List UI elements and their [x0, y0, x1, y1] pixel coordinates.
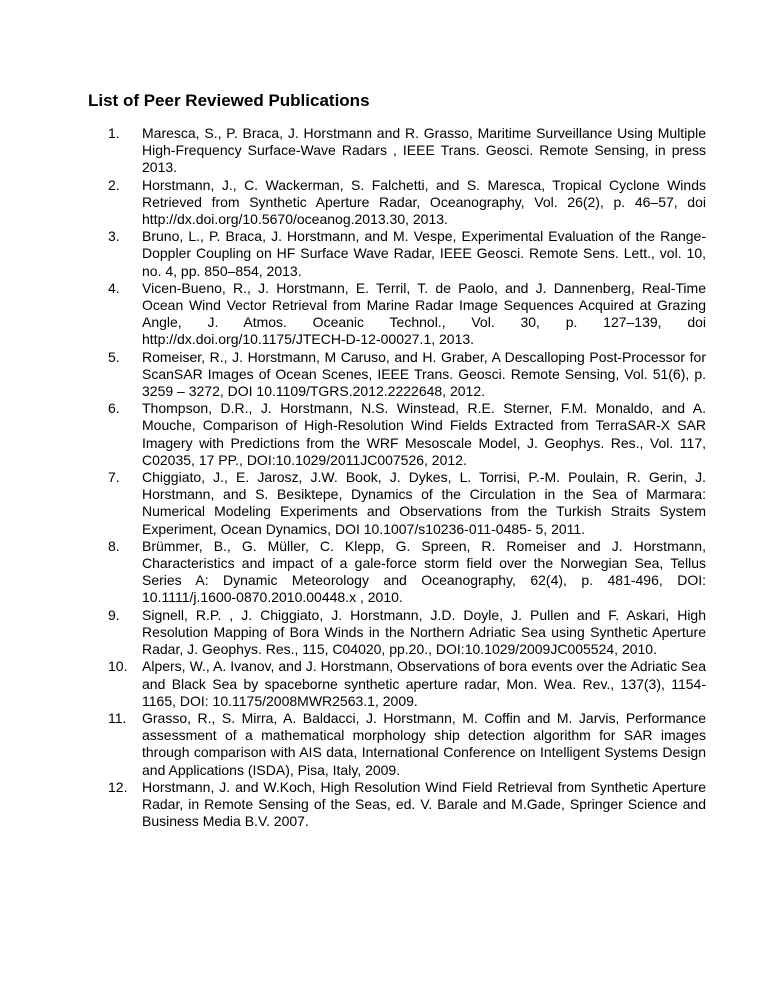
publication-item — [0, 280, 706, 349]
publication-number: 6. — [108, 400, 120, 417]
publication-item — [0, 469, 706, 538]
publication-number: 9. — [108, 606, 120, 623]
publication-number: 4. — [108, 279, 120, 296]
publication-item — [0, 779, 706, 831]
publication-citation: Maresca, S., P. Braca, J. Horstmann and R. Grasso, Maritime Surveillance Using Multiple High-Frequency Surface-Wave Radars , IEEE Trans. Geosci. Remote Sensing, in press 2013. — [142, 125, 706, 176]
publication-item — [0, 538, 706, 607]
publication-number: 5. — [108, 348, 120, 365]
publication-citation: Brümmer, B., G. Müller, C. Klepp, G. Spreen, R. Romeiser and J. Horstmann, Characteristics and impact of a gale-force storm field over the Norwegian Sea, Tellus Series A: Dynamic Meteorology and Oceanography, 62(4), p. 481-496, DOI: 10.1111/j.1600-0870.2010.00448.x , 2010. — [142, 537, 706, 606]
publication-number: 10. — [108, 658, 128, 675]
publication-item — [0, 400, 706, 469]
publication-item — [0, 658, 706, 710]
publication-list — [0, 125, 706, 830]
publication-number: 3. — [108, 228, 120, 245]
publication-citation: Chiggiato, J., E. Jarosz, J.W. Book, J. Dykes, L. Torrisi, P.-M. Poulain, R. Gerin, J. Horstmann, and S. Besiktepe, Dynamics of the Circulation in the Sea of Marmara: Numerical Modeling Experiments and Observations from the Turkish Straits System Experiment, Ocean Dynamics, DOI 10.1007/s10236-011-0485- 5, 2011. — [142, 469, 706, 537]
publication-citation: Horstmann, J. and W.Koch, High Resolution Wind Field Retrieval from Synthetic Aperture Radar, in Remote Sensing of the Seas, ed. V. Barale and M.Gade, Springer Science and Business Media B.V. 2007. — [142, 778, 706, 830]
publication-item — [0, 349, 706, 401]
publication-item — [0, 177, 706, 229]
publication-item — [0, 607, 706, 659]
publication-number: 1. — [108, 125, 120, 141]
publication-citation: Bruno, L., P. Braca, J. Horstmann, and M. Vespe, Experimental Evaluation of the Range-Doppler Coupling on HF Surface Wave Radar, IEEE Geosci. Remote Sens. Lett., vol. 10, no. 4, pp. 850–854, 2013. — [142, 228, 706, 279]
publication-citation: Vicen-Bueno, R., J. Horstmann, E. Terril, T. de Paolo, and J. Dannenberg, Real-Time Ocean Wind Vector Retrieval from Marine Radar Image Sequences Acquired at Grazing Angle, J. Atmos. Oceanic Technol., Vol. 30, p. 127–139, doi http://dx.doi.org/10.1175/JTECH-D-12-00027.1, 2013. — [142, 279, 706, 348]
publication-number: 7. — [108, 469, 120, 486]
publication-item — [0, 125, 706, 177]
publication-number: 8. — [108, 537, 120, 554]
publication-citation: Grasso, R., S. Mirra, A. Baldacci, J. Horstmann, M. Coffin and M. Jarvis, Performance assessment of a mathematical morphology ship detection algorithm for SAR images through comparison with AIS data, International Conference on Intelligent Systems Design and Applications (ISDA), Pisa, Italy, 2009. — [142, 709, 706, 778]
publication-number: 12. — [108, 778, 128, 795]
publication-number: 11. — [108, 709, 127, 726]
publication-item — [0, 228, 706, 280]
publication-item — [0, 710, 706, 779]
page-title: List of Peer Reviewed Publications — [88, 91, 370, 110]
publication-citation: Thompson, D.R., J. Horstmann, N.S. Winstead, R.E. Sterner, F.M. Monaldo, and A. Mouche, Comparison of High-Resolution Wind Fields Extracted from TerraSAR-X SAR Imagery with Predictions from the WRF Mesoscale Model, J. Geophys. Res., Vol. 117, C02035, 17 PP., DOI:10.1029/2011JC007526, 2012. — [142, 400, 706, 468]
publication-citation: Signell, R.P. , J. Chiggiato, J. Horstmann, J.D. Doyle, J. Pullen and F. Askari, High Resolution Mapping of Bora Winds in the Northern Adriatic Sea using Synthetic Aperture Radar, J. Geophys. Res., 115, C04020, pp.20., DOI:10.1029/2009JC005524, 2010. — [142, 606, 706, 658]
publication-citation: Horstmann, J., C. Wackerman, S. Falchetti, and S. Maresca, Tropical Cyclone Winds Retrieved from Synthetic Aperture Radar, Oceanography, Vol. 26(2), p. 46–57, doi http://dx.doi.org/10.5670/oceanog.2013.30, 2013. — [142, 176, 706, 228]
publication-number: 2. — [108, 176, 120, 193]
publication-citation: Romeiser, R., J. Horstmann, M Caruso, and H. Graber, A Descalloping Post-Processor for ScanSAR Images of Ocean Scenes, IEEE Trans. Geosci. Remote Sensing, Vol. 51(6), p. 3259 – 3272, DOI 10.1109/TGRS.2012.2222648, 2012. — [142, 348, 706, 400]
publication-citation: Alpers, W., A. Ivanov, and J. Horstmann, Observations of bora events over the Adriatic Sea and Black Sea by spaceborne synthetic aperture radar, Mon. Wea. Rev., 137(3), 1154-1165, DOI: 10.1175/2008MWR2563.1, 2009. — [142, 658, 706, 709]
